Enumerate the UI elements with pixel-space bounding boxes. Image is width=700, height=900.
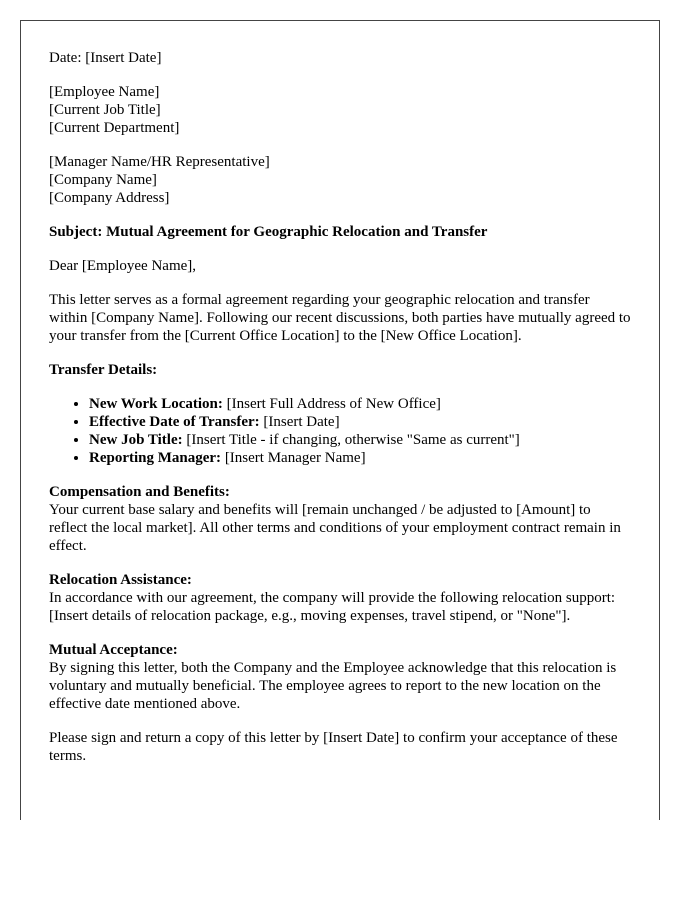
sender-block (49, 153, 631, 207)
list-item (89, 431, 631, 449)
date-line: Date: [Insert Date] (49, 50, 162, 66)
acceptance-section (49, 641, 631, 713)
compensation-text: Your current base salary and benefits will [remain unchanged / be adjusted to [Amount] to reflect the local market]. All other terms and conditions of your employment contract remain in effect. (49, 502, 621, 554)
list-item (89, 395, 631, 413)
transfer-details-list (49, 395, 631, 467)
compensation-heading: Compensation and Benefits: (49, 484, 230, 500)
detail-label: Reporting Manager: (89, 450, 222, 466)
sender-name: [Manager Name/HR Representative] (49, 154, 270, 170)
transfer-details-heading: Transfer Details: (49, 362, 158, 378)
list-item (89, 449, 631, 467)
recipient-block (49, 83, 631, 137)
detail-label: Effective Date of Transfer: (89, 414, 260, 430)
compensation-section (49, 483, 631, 555)
letter-page (20, 20, 660, 820)
relocation-section (49, 571, 631, 625)
detail-value: [Insert Manager Name] (221, 450, 366, 466)
relocation-text: In accordance with our agreement, the company will provide the following relocation support: [Insert details of relocation package, e.g., moving expenses, travel stipend, or "None"]. (49, 590, 616, 624)
recipient-name: [Employee Name] (49, 84, 160, 100)
sender-address: [Company Address] (49, 190, 170, 206)
detail-label: New Work Location: (89, 396, 223, 412)
sender-company: [Company Name] (49, 172, 157, 188)
recipient-department: [Current Department] (49, 120, 180, 136)
salutation: Dear [Employee Name], (49, 258, 197, 274)
intro-paragraph: This letter serves as a formal agreement regarding your geographic relocation and transfer within [Company Name]. Following our recent discussions, both parties have mutually agreed to your transfer from the [Current Office Location] to the [New Office Location]. (49, 292, 631, 344)
list-item (89, 413, 631, 431)
recipient-title: [Current Job Title] (49, 102, 161, 118)
detail-value: [Insert Date] (259, 414, 340, 430)
subject-line: Subject: Mutual Agreement for Geographic Relocation and Transfer (49, 224, 488, 240)
closing-paragraph: Please sign and return a copy of this letter by [Insert Date] to confirm your acceptance of these terms. (49, 730, 618, 764)
detail-label: New Job Title: (89, 432, 183, 448)
detail-value: [Insert Title - if changing, otherwise "Same as current"] (182, 432, 520, 448)
acceptance-heading: Mutual Acceptance: (49, 642, 178, 658)
relocation-heading: Relocation Assistance: (49, 572, 192, 588)
acceptance-text: By signing this letter, both the Company and the Employee acknowledge that this relocation is voluntary and mutually beneficial. The employee agrees to report to the new location on the effective date mentioned above. (49, 660, 617, 712)
detail-value: [Insert Full Address of New Office] (222, 396, 441, 412)
